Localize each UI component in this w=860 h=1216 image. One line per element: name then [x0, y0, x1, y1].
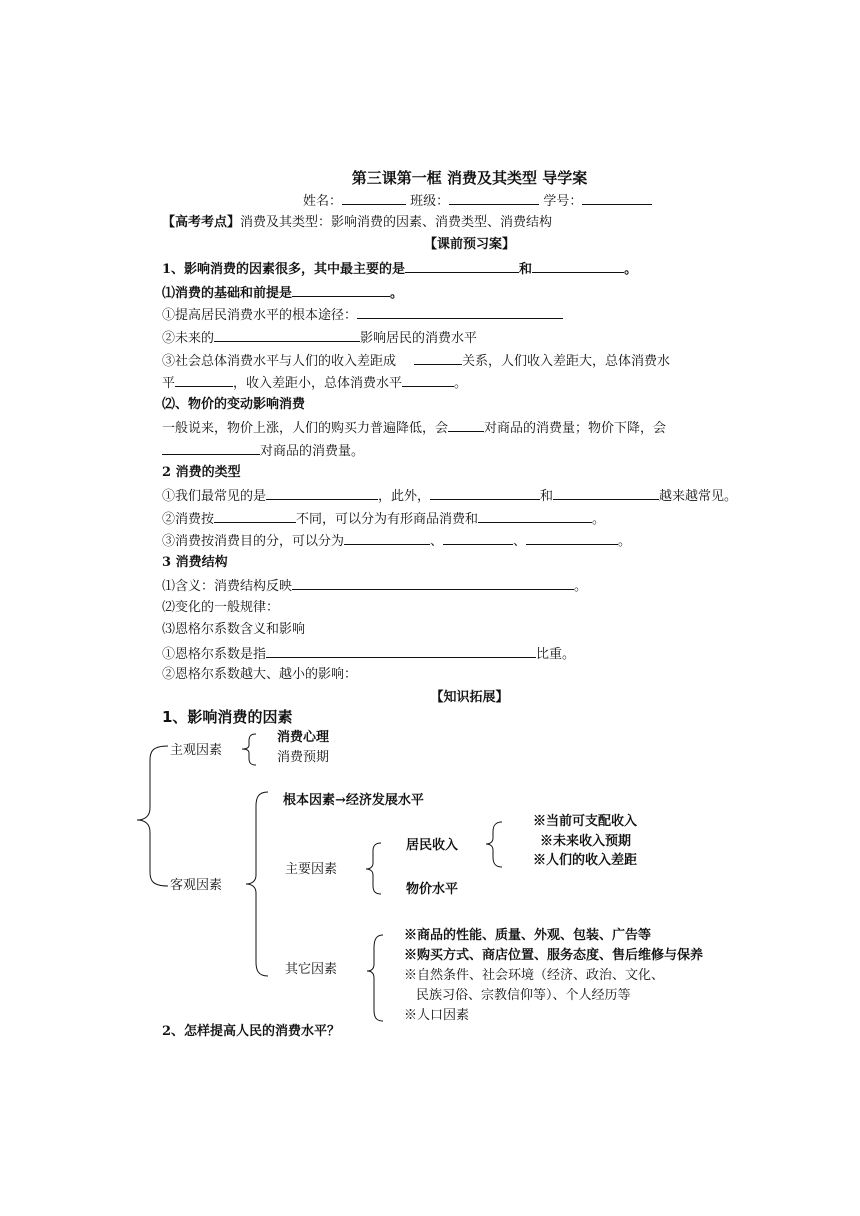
income-item-2: ※未来收入预期: [540, 834, 632, 849]
subjective-brace: [242, 734, 256, 765]
q2-a-suffix: 越来越常见。: [659, 489, 738, 504]
question-1-2-heading: ⑵、物价的变动影响消费: [162, 397, 306, 412]
root-factor: 根本因素→经济发展水平: [283, 793, 424, 808]
q1-a-text: ①提高居民消费水平的根本途径：: [162, 308, 358, 323]
other-item-2: ※购买方式、商店位置、服务态度、售后维修与保养: [404, 948, 704, 963]
q1-c2-prefix: 平: [162, 376, 176, 391]
income-item-3: ※人们的收入差距: [533, 853, 638, 868]
q1-b-prefix: ②未来的: [162, 331, 215, 346]
q1-c-suffix: 关系，人们收入差距大，总体消费水: [462, 354, 671, 369]
q2-c-prefix: ③消费按消费目的分，可以分为: [162, 534, 345, 549]
q3-a-end: 。: [574, 579, 588, 594]
q2-b-end: 。: [592, 512, 606, 527]
consumer-psychology: 消费心理: [277, 730, 330, 745]
q1-1-prefix: ⑴消费的基础和前提是: [162, 286, 293, 301]
question-3-c: ⑶恩格尔系数含义和影响: [162, 622, 306, 637]
q1-end: 。: [624, 262, 638, 277]
q1-c-prefix: ③社会总体消费水平与人们的收入差距成: [162, 354, 397, 369]
q1-and: 和: [519, 262, 533, 277]
main-brace: [366, 843, 381, 894]
other-brace: [367, 935, 383, 1021]
question-3-e: ②恩格尔系数越大、越小的影响：: [162, 667, 358, 682]
q1-c2-mid: ，收入差距小，总体消费水平: [233, 376, 403, 391]
resident-income: 居民收入: [406, 838, 459, 853]
other-item-3: ※自然条件、社会环境（经济、政治、文化、: [404, 968, 665, 983]
other-item-1: ※商品的性能、质量、外观、包装、广告等: [404, 928, 652, 943]
q1-2a-prefix: 一般说来，物价上涨，人们的购买力普遍降低，会: [162, 421, 449, 436]
q1-2b-suffix: 对商品的消费量。: [260, 444, 365, 459]
question-2-heading: 2 消费的类型: [162, 465, 241, 480]
q2-b-mid: 不同，可以分为有形商品消费和: [296, 512, 479, 527]
q1-b-suffix: 影响居民的消费水平: [360, 331, 478, 346]
subjective-factor: 主观因素: [170, 743, 223, 758]
preview-heading: 【课前预习案】: [423, 237, 515, 252]
q3-a-prefix: ⑴含义：消费结构反映: [162, 579, 293, 594]
q1-c2-end: 。: [454, 376, 468, 391]
page-title: 第三课第一框 消费及其类型 导学案: [351, 169, 588, 187]
other-item-3-cont: 民族习俗、宗教信仰等）、个人经历等: [416, 988, 631, 1003]
factors-heading: 1、影响消费的因素: [162, 708, 293, 726]
q2-c-sep2: 、: [513, 534, 527, 549]
q2-c-end: 。: [618, 534, 632, 549]
question-3-b: ⑵变化的一般规律：: [162, 600, 280, 615]
class-label: 班级：: [410, 194, 450, 209]
price-level: 物价水平: [406, 882, 459, 897]
q2-b-prefix: ②消费按: [162, 512, 215, 527]
q2-a-mid: ，此外，: [378, 489, 431, 504]
exam-text: 消费及其类型：影响消费的因素、消费类型、消费结构: [240, 215, 553, 230]
name-label: 姓名：: [303, 194, 343, 209]
q1-prefix: 1、影响消费的因素很多，其中最主要的是: [162, 262, 406, 277]
q3-d-prefix: ①恩格尔系数是指: [162, 647, 267, 662]
q1-2a-suffix: 对商品的消费量；物价下降，会: [484, 421, 667, 436]
question-3-heading: 3 消费结构: [162, 555, 228, 570]
q2-a-prefix: ①我们最常见的是: [162, 489, 267, 504]
q2-a-and: 和: [540, 489, 554, 504]
exam-tag: 【高考考点】: [162, 215, 241, 230]
raise-consumption-question: 2、怎样提高人民的消费水平？: [162, 1024, 341, 1039]
objective-factor: 客观因素: [170, 878, 223, 893]
income-brace: [486, 822, 502, 867]
consumer-expectation: 消费预期: [277, 750, 330, 765]
main-factor: 主要因素: [285, 862, 338, 877]
income-item-1: ※当前可支配收入: [533, 814, 638, 829]
q3-d-suffix: 比重。: [536, 647, 576, 662]
extension-heading: 【知识拓展】: [430, 690, 509, 705]
id-label: 学号：: [543, 194, 583, 209]
other-factor: 其它因素: [285, 962, 338, 977]
q1-1-end: 。: [390, 286, 404, 301]
other-item-4: ※人口因素: [404, 1008, 470, 1023]
outer-brace: [137, 746, 168, 886]
q2-c-sep1: 、: [430, 534, 444, 549]
objective-brace: [246, 792, 268, 976]
